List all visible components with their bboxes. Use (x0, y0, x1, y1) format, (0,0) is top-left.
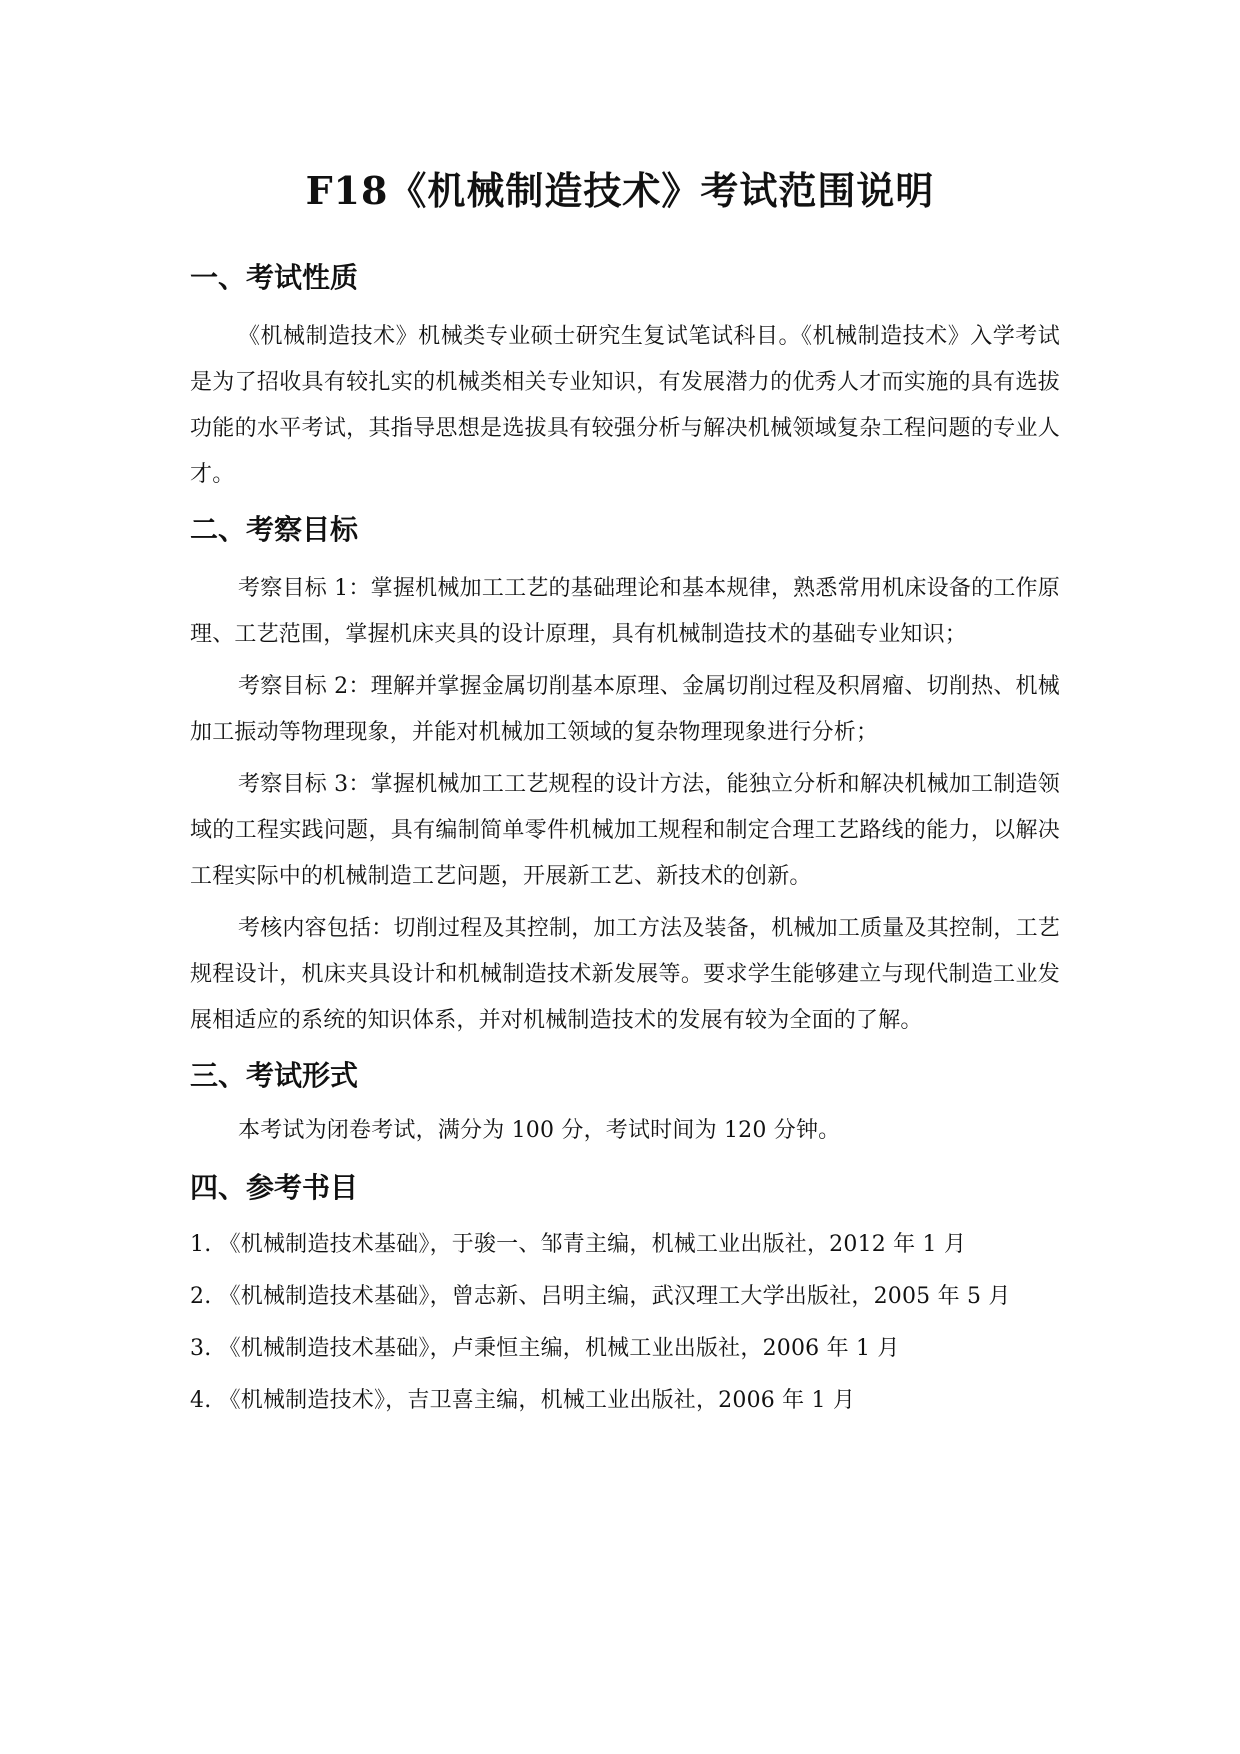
reference-item-3: 3. 《机械制造技术基础》，卢秉恒主编，机械工业出版社，2006 年 1 月 (190, 1336, 900, 1361)
paragraph-exam-nature: 《机械制造技术》机械类专业硕士研究生复试笔试科目。《机械制造技术》入学考试是为了招收具有较扎实的机械类相关专业知识，有发展潜力的优秀人才而实施的具有选拔功能的水平考试，其指导思想是选拔具有较强分析与解决机械领域复杂工程问题的专业人才。 (190, 324, 1060, 487)
document-title: F18《机械制造技术》考试范围说明 (305, 168, 935, 213)
section-heading-objectives: 二、考察目标 (190, 513, 359, 546)
reference-item-2: 2. 《机械制造技术基础》，曾志新、吕明主编，武汉理工大学出版社，2005 年 5 月 (190, 1284, 1011, 1309)
document-body (190, 256, 1060, 1430)
reference-item-4: 4. 《机械制造技术》，吉卫喜主编，机械工业出版社，2006 年 1 月 (190, 1388, 856, 1413)
paragraph-objective-3: 考察目标 3：掌握机械加工工艺规程的设计方法，能独立分析和解决机械加工制造领域的工程实践问题，具有编制简单零件机械加工规程和制定合理工艺路线的能力，以解决工程实际中的机械制造工艺问题，开展新工艺、新技术的创新。 (190, 772, 1060, 889)
section-heading-references: 四、参考书目 (190, 1171, 359, 1204)
paragraph-exam-format: 本考试为闭卷考试，满分为 100 分，考试时间为 120 分钟。 (238, 1118, 841, 1143)
paragraph-objective-2: 考察目标 2：理解并掌握金属切削基本原理、金属切削过程及积屑瘤、切削热、机械加工振动等物理现象，并能对机械加工领域的复杂物理现象进行分析； (190, 674, 1060, 745)
section-heading-exam-nature: 一、考试性质 (190, 261, 359, 294)
paragraph-assessment-content: 考核内容包括：切削过程及其控制，加工方法及装备，机械加工质量及其控制，工艺规程设计，机床夹具设计和机械制造技术新发展等。要求学生能够建立与现代制造工业发展相适应的系统的知识体系，并对机械制造技术的发展有较为全面的了解。 (190, 916, 1060, 1033)
paragraph-objective-1: 考察目标 1：掌握机械加工工艺的基础理论和基本规律，熟悉常用机床设备的工作原理、工艺范围，掌握机床夹具的设计原理，具有机械制造技术的基础专业知识； (190, 576, 1060, 647)
reference-item-1: 1. 《机械制造技术基础》，于骏一、邹青主编，机械工业出版社，2012 年 1 月 (190, 1232, 967, 1257)
section-heading-exam-format: 三、考试形式 (190, 1059, 359, 1092)
